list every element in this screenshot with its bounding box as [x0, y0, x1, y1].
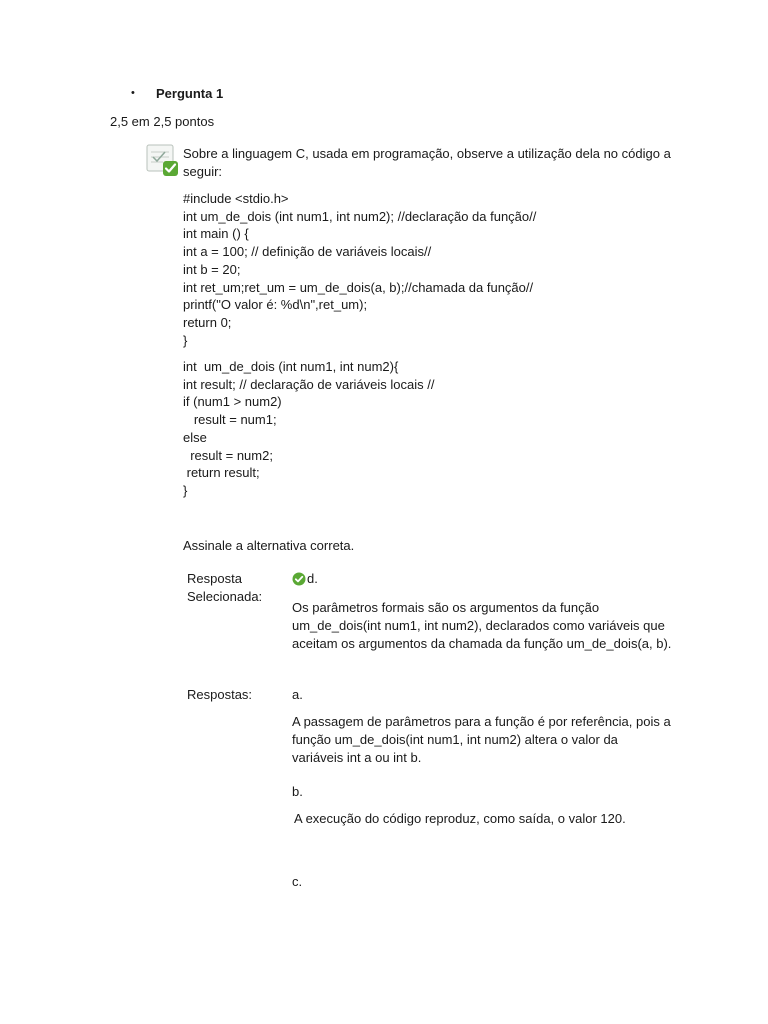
selected-answer-letter [292, 571, 318, 586]
answers-label: Respostas: [187, 687, 253, 702]
option-a-text: A passagem de parâmetros para a função é por referência, pois a função um_de_dois(int num1, int num2) altera o valor da variáveis int a ou int b. [292, 714, 671, 765]
selected-answer-label-text: Resposta Selecionada: [187, 571, 263, 604]
option-b-text: A execução do código reproduz, como saída, o valor 120. [294, 811, 626, 826]
code-block-function: int um_de_dois (int num1, int num2){ int result; // declaração de variáveis locais // if (num1 > num2) result = num1; else result = num2; return result; } [183, 359, 435, 498]
option-b-letter: b. [292, 784, 303, 799]
check-icon [292, 572, 306, 586]
question-intro: Sobre a linguagem C, usada em programação, observe a utilização dela no código a seguir: [183, 146, 671, 179]
question-title: Pergunta 1 [156, 86, 224, 101]
selected-answer-label [187, 570, 267, 606]
question-instruction: Assinale a alternativa correta. [183, 538, 355, 553]
question-score: 2,5 em 2,5 pontos [110, 114, 215, 129]
code-block-main: #include <stdio.h> int um_de_dois (int num1, int num2); //declaração da função// int main () { int a = 100; // definição de variáveis locais// int b = 20; int ret_um;ret_um = um_de_dois(a, b);//chamada da função// printf("O valor é: %d\n",ret_um); return 0; } [183, 191, 537, 348]
option-c-letter: c. [292, 874, 303, 889]
correct-answer-icon [145, 143, 179, 177]
selected-answer-text: Os parâmetros formais são os argumentos da função um_de_dois(int num1, int num2), declarados como variáveis que aceitam os argumentos da chamada da função um_de_dois(a, b). [292, 600, 672, 651]
option-a-letter: a. [292, 687, 303, 702]
selected-answer-letter-text: d. [307, 571, 318, 586]
list-bullet: • [131, 87, 135, 99]
